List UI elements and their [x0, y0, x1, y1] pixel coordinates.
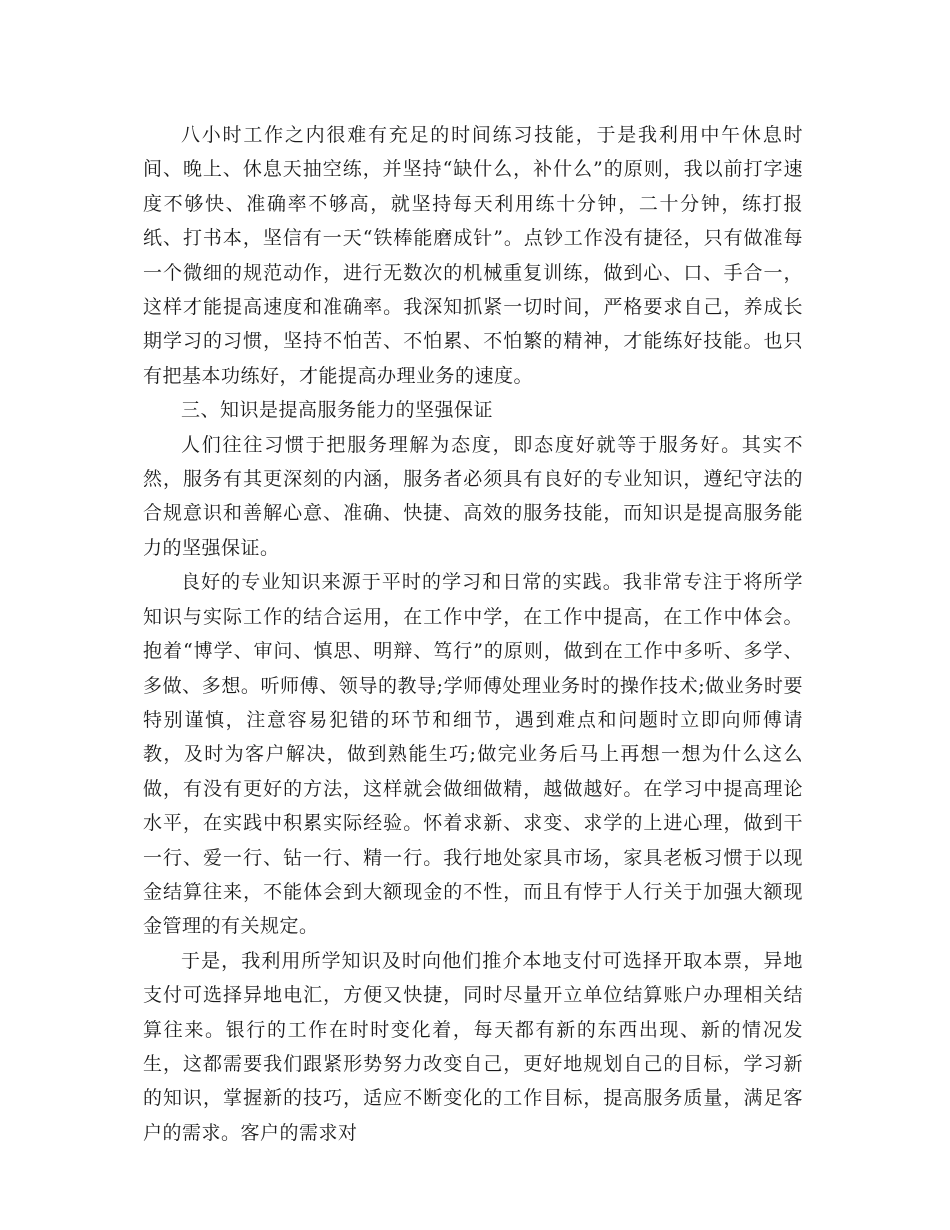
paragraph-service-attitude: 人们往往习惯于把服务理解为态度，即态度好就等于服务好。其实不然，服务有其更深刻的内涵，服务者必须具有良好的专业知识，遵纪守法的合规意识和善解心意、准确、快捷、高效的服务技能，而知识是提高服务能力的坚强保证。 [143, 433, 803, 559]
paragraph-professional-knowledge: 良好的专业知识来源于平时的学习和日常的实践。我非常专注于将所学知识与实际工作的结合运用，在工作中学，在工作中提高，在工作中体会。抱着“博学、审问、慎思、明辩、笃行”的原则，做到在工作中多听、多学、多做、多想。听师傅、领导的教导;学师傅处理业务时的操作技术;做业务时要特别谨慎，注意容易犯错的环节和细节，遇到难点和问题时立即向师傅请教，及时为客户解决，做到熟能生巧;做完业务后马上再想一想为什么这么做，有没有更好的方法，这样就会做细做精，越做越好。在学习中提高理论水平，在实践中积累实际经验。怀着求新、求变、求学的上进心理，做到干一行、爱一行、钻一行、精一行。我行地处家具市场，家具老板习惯于以现金结算往来，不能体会到大额现金的不性，而且有悖于人行关于加强大额现金管理的有关规定。 [143, 571, 803, 938]
document-body [143, 118, 803, 1150]
paragraph-skill-practice: 八小时工作之内很难有充足的时间练习技能，于是我利用中午休息时间、晚上、休息天抽空练，并坚持“缺什么，补什么”的原则，我以前打字速度不够快、准确率不够高，就坚持每天利用练十分钟，二十分钟，练打报纸、打书本，坚信有一天“铁棒能磨成针”。点钞工作没有捷径，只有做准每一个微细的规范动作，进行无数次的机械重复训练，做到心、口、手合一，这样才能提高速度和准确率。我深知抓紧一切时间，严格要求自己，养成长期学习的习惯，坚持不怕苦、不怕累、不怕繁的精神，才能练好技能。也只有把基本功练好，才能提高办理业务的速度。 [143, 124, 803, 387]
section-heading-knowledge: 三、知识是提高服务能力的坚强保证 [181, 399, 494, 422]
paragraph-payment-promotion: 于是，我利用所学知识及时向他们推介本地支付可选择开取本票，异地支付可选择异地电汇，方便又快捷，同时尽量开立单位结算账户办理相关结算往来。银行的工作在时时变化着，每天都有新的东西出现、新的情况发生，这都需要我们跟紧形势努力改变自己，更好地规划自己的目标，学习新的知识，掌握新的技巧，适应不断变化的工作目标，提高服务质量，满足客户的需求。客户的需求对 [143, 949, 803, 1144]
